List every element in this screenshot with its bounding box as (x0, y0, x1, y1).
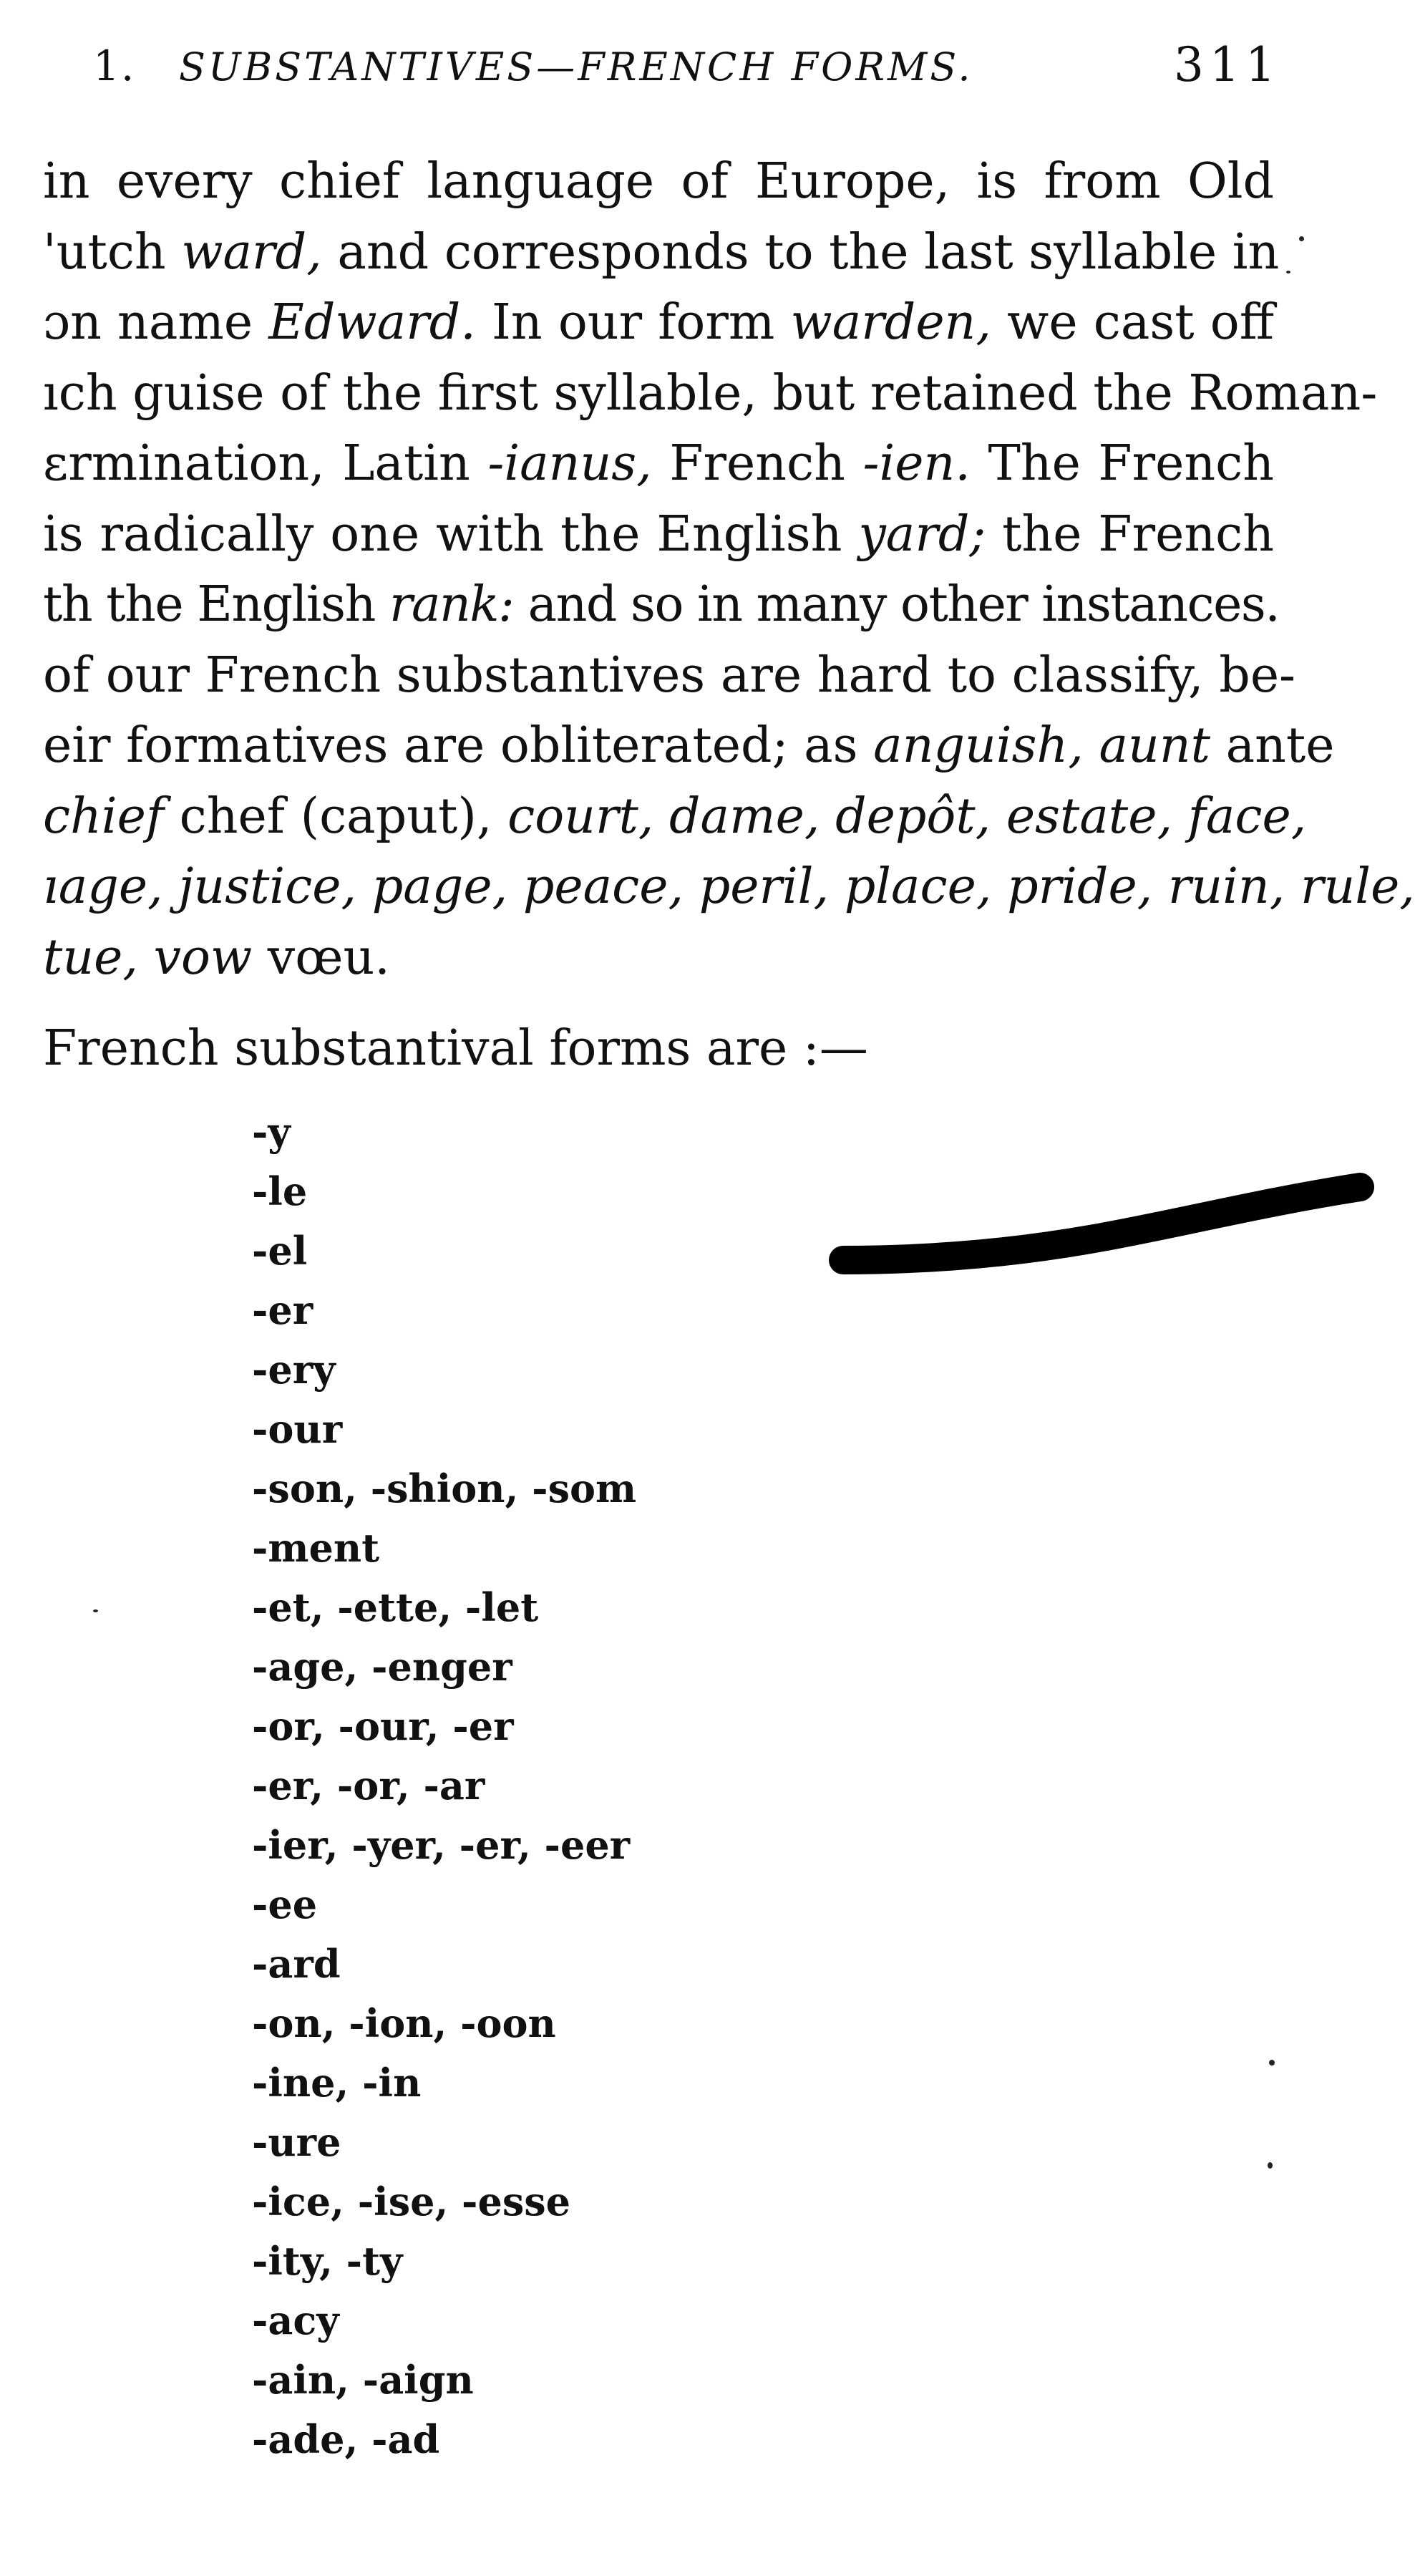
text-run: ɔn name (43, 294, 269, 351)
body-paragraph (43, 147, 1415, 993)
suffix-item: -son, -shion, -som (252, 1466, 637, 1511)
text-line (43, 641, 1296, 712)
italic-word: face, (1187, 788, 1307, 845)
text-line (43, 782, 1307, 853)
italic-word: dame, (669, 788, 820, 845)
ink-speck (1268, 2162, 1273, 2169)
text-run: ɛrmination, Latin (43, 435, 488, 492)
running-header (93, 34, 1281, 99)
text-run (138, 929, 154, 986)
text-run: we cast off (991, 294, 1275, 351)
italic-word: vow (153, 929, 253, 986)
text-run (1084, 717, 1099, 774)
text-run: th the English (43, 576, 389, 633)
suffix-item: -er (252, 1287, 313, 1333)
text-line (43, 218, 1280, 289)
suffix-item: -ure (252, 2119, 341, 2165)
italic-word: chief (43, 788, 165, 845)
text-line (43, 923, 1274, 994)
text-run: vœu. (252, 929, 390, 986)
text-run (653, 788, 669, 845)
text-run (507, 858, 523, 915)
running-title: SUBSTANTIVES—FRENCH FORMS. (179, 44, 973, 89)
italic-word: estate, (1006, 788, 1173, 845)
italic-word: place, (844, 858, 992, 915)
italic-word: rank: (389, 576, 514, 633)
ink-speck (93, 1609, 98, 1612)
suffix-item: -y (252, 1109, 291, 1155)
text-run: French (651, 435, 863, 492)
italic-word: Edward. (268, 294, 476, 351)
suffix-item: -on, -ion, -oon (252, 2000, 556, 2046)
suffix-item: -our (252, 1406, 343, 1452)
text-run: eir formatives are obliterated; as (43, 717, 874, 774)
text-line (43, 500, 1274, 571)
text-run: The French (970, 435, 1274, 492)
italic-word: ward, (181, 223, 322, 281)
suffix-item: -ery (252, 1347, 336, 1393)
ink-stroke-mark (830, 1153, 1374, 1289)
italic-word: -ianus, (487, 435, 652, 492)
italic-word: tue, (43, 929, 138, 986)
text-line (43, 429, 1274, 500)
suffix-item: -age, -enger (252, 1644, 512, 1690)
text-run: of our French substantives are hard to classify, be- (43, 647, 1296, 704)
text-run: is radically one with the English (43, 505, 859, 563)
text-run: the French (986, 505, 1274, 563)
section-number: 1. (93, 42, 136, 90)
text-run: In our form (475, 294, 791, 351)
suffix-item: -ment (252, 1525, 380, 1571)
suffix-item: -ine, -in (252, 2060, 422, 2106)
italic-word: ıage, (43, 858, 163, 915)
text-run: and so in many other instances. (513, 576, 1280, 633)
suffix-item: -er, -or, -ar (252, 1763, 485, 1808)
text-run: and corresponds to the last syllable in (321, 223, 1280, 281)
text-run (1152, 858, 1168, 915)
text-run: in every chief language of Europe, is from Old (43, 153, 1274, 210)
text-run: ante (1210, 717, 1335, 774)
suffix-item: -ee (252, 1882, 318, 1927)
text-run (356, 858, 372, 915)
text-run (829, 858, 845, 915)
italic-word: rule, (1300, 858, 1415, 915)
text-run (992, 858, 1008, 915)
italic-word: depôt, (835, 788, 991, 845)
italic-word: anguish, (873, 717, 1084, 774)
text-run (991, 788, 1006, 845)
italic-word: aunt (1099, 717, 1210, 774)
suffix-item: -acy (252, 2297, 339, 2343)
text-run: chef (caput), (164, 788, 508, 845)
text-line (43, 288, 1274, 359)
text-line (43, 147, 1274, 218)
suffix-list (252, 1103, 636, 2469)
suffix-item: -ain, -aign (252, 2357, 474, 2403)
suffix-item: -ity, -ty (252, 2238, 403, 2284)
suffix-item: -et, -ette, -let (252, 1584, 539, 1630)
page-number: 311 (1174, 37, 1281, 92)
list-intro: Ϝrench substantival forms are :— (43, 1020, 868, 1077)
suffix-item: -ade, -ad (252, 2416, 440, 2462)
italic-word: -ien. (862, 435, 971, 492)
text-run (1285, 858, 1300, 915)
ink-speck (1269, 2060, 1275, 2066)
text-line (43, 852, 1415, 923)
italic-word: pride, (1007, 858, 1153, 915)
suffix-item: -ard (252, 1941, 341, 1987)
italic-word: page, (371, 858, 508, 915)
italic-word: yard; (858, 505, 986, 563)
text-run: 'utch (43, 223, 182, 281)
text-run (684, 858, 699, 915)
suffix-item: -ier, -yer, -er, -eer (252, 1822, 631, 1868)
italic-word: justice, (178, 858, 357, 915)
italic-word: warden, (790, 294, 991, 351)
text-line (43, 711, 1335, 782)
italic-word: ruin, (1167, 858, 1285, 915)
suffix-item: -ice, -ise, -esse (252, 2179, 570, 2224)
italic-word: peril, (699, 858, 830, 915)
text-run (1172, 788, 1188, 845)
italic-word: peace, (522, 858, 684, 915)
text-run (163, 858, 179, 915)
italic-word: court, (507, 788, 654, 845)
text-line (43, 359, 1378, 430)
text-run (820, 788, 835, 845)
suffix-item: -el (252, 1228, 308, 1274)
suffix-item: -or, -our, -er (252, 1703, 514, 1749)
ink-speck (1286, 271, 1290, 273)
text-line (43, 570, 1280, 641)
text-run: ıch guise of the first syllable, but retained the Roman- (43, 364, 1378, 422)
ink-speck (1299, 236, 1304, 241)
suffix-item: -le (252, 1168, 308, 1214)
